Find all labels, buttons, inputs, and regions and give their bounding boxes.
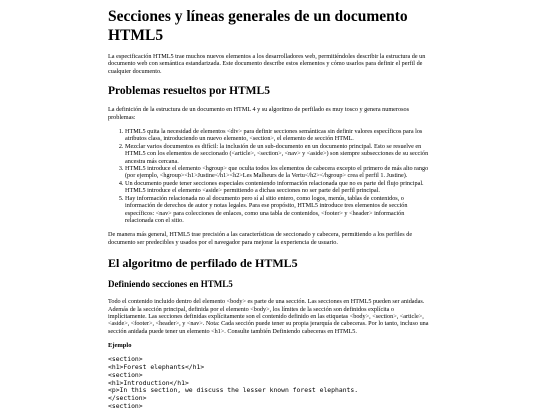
- problems-heading: Problemas resueltos por HTML5: [108, 85, 270, 98]
- problems-lead: La definición de la estructura de un documento en HTML 4 y su algoritmo de perfilado es muy tosco y genera numerosos problemas:: [108, 106, 409, 121]
- list-item: 4. Un documento puede tener secciones especiales conteniendo información relacionada que no es parte del flujo principal. HTML5 introduce el elemento <aside> permitiendo a dichas secciones no ser parte del perfil principal.: [125, 180, 430, 195]
- problems-list: [108, 128, 430, 224]
- intro-paragraph: La especificación HTML5 trae muchos nuevos elementos a los desarrolladores web, permitiéndoles describir la estructura de un documento web con semántica estandarizada. Este documento describe estos elementos y cómo usarlos para definir el perfil de cualquier documento.: [108, 53, 426, 75]
- list-item: 1. HTML5 quita la necesidad de elementos <div> para definir secciones semánticas sin definir valores específicos para los atributos class, introduciendo un nuevo elemento, <section>, el elemento de sección HTML.: [125, 128, 430, 143]
- problems-closing: De manera más general, HTML5 trae precisión a las características de seccionado y cabecera, permitiendo a los perfiles de documento ser predecibles y usados por el navegador para mejorar la experiencia de usuario.: [108, 231, 413, 246]
- algorithm-heading: El algoritmo de perfilado de HTML5: [108, 256, 298, 271]
- defining-sections-paragraph: Todo el contenido incluido dentro del elemento <body> es parte de una sección. Las secciones en HTML5 pueden ser anidadas. Además de la sección principal, definida por el elemento <body>, los límites de la sección son definidos explícita o implícitamente. Las secciones definidas explícitamente son el contenido definido en las etiquetas <body>, <section>, <article>, <aside>, <footer>, <header>, y <nav>. Nota: Cada sección puede tener su propia jerarquía de cabeceras. Por lo tanto, incluso una sección anidada puede tener un elemento <h1>. Consulte también Definiendo cabeceras en HTML5.: [108, 298, 429, 335]
- list-item: 5. Hay información relacionada no al documento pero sí al sitio entero, como logos, menús, tablas de contenidos, o información de derechos de autor y notas legales. Para ese propósito, HTML5 introduce tres elementos de sección específicos: <nav> para colecciones de enlaces, como una tabla de contenidos, <footer> y <header> información relacionada con el sitio.: [125, 195, 430, 225]
- page-title: Secciones y líneas generales de un documento HTML5: [108, 8, 408, 44]
- defining-sections-heading: Definiendo secciones en HTML5: [108, 279, 233, 290]
- list-item: 3. HTML5 introduce el elemento <hgroup> que oculta todos los elementos de cabecera excepto el primero de más alto rango (por ejemplo, <hgroup><h1>Justine</h1><h2>Les Malheurs de la Vertu</h2></hgroup> crea el perfil 1. Justine).: [125, 165, 430, 180]
- list-item: 2. Mezclar varios documentos es difícil: la inclusión de un sub-documento en un documento principal. Esto se resuelve en HTML5 con los elementos de seccionado (<article>, <section>, <nav> y <aside>) son siempre subsecciones de su sección ancestra más cercana.: [125, 143, 430, 165]
- example-label: Ejemplo: [108, 342, 132, 350]
- example-code-block: <section> <h1>Forest elephants</h1> <section> <h1>Introduction</h1> <p>In this section, we discuss the lesser known forest elephants. </section> <section>: [108, 355, 359, 410]
